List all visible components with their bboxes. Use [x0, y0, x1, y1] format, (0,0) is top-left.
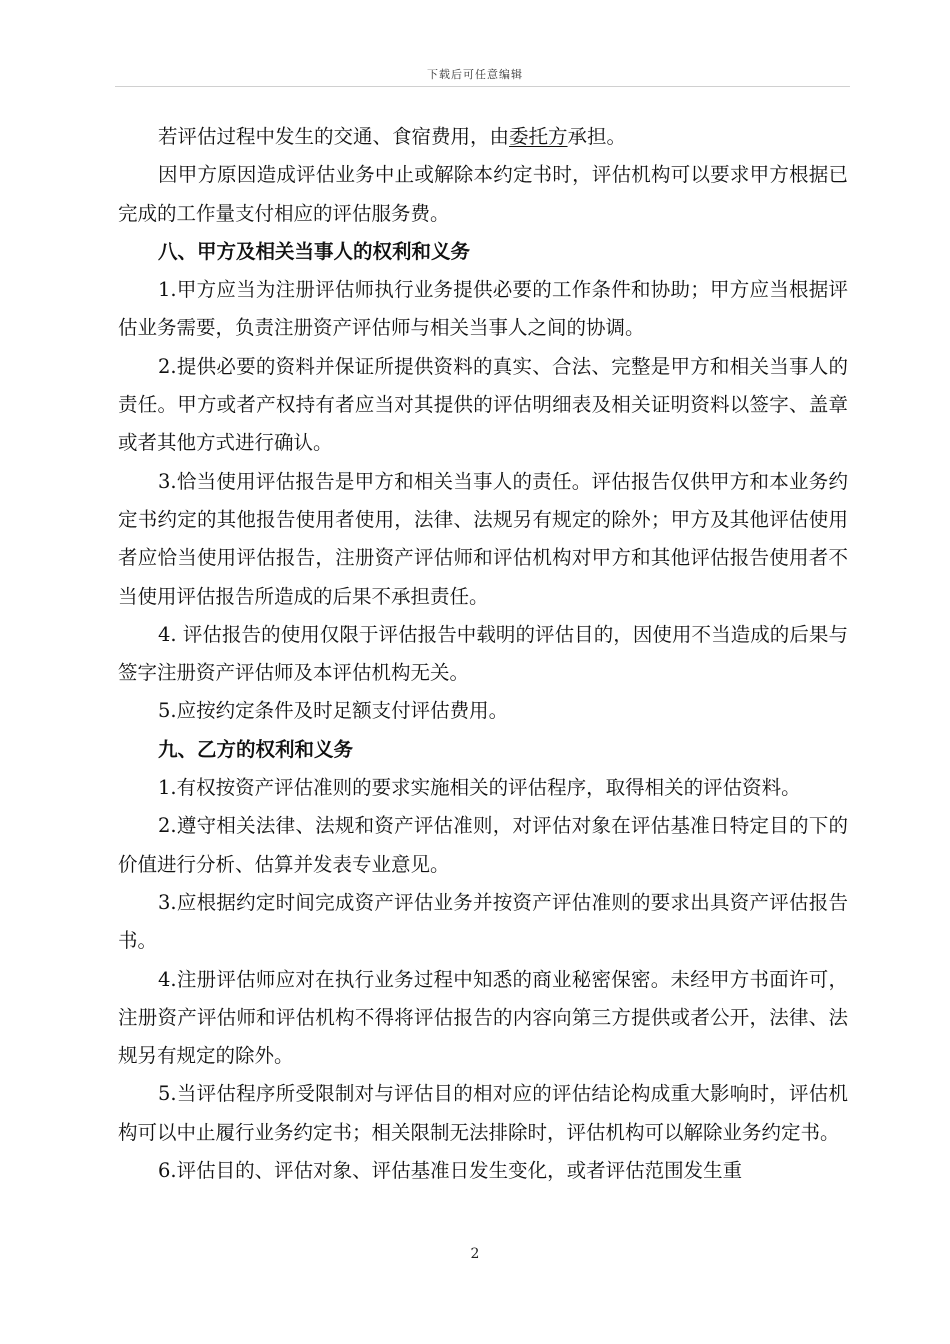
section-heading-8: 八、甲方及相关当事人的权利和义务 — [158, 239, 471, 263]
clause-9-4: 4.注册评估师应对在执行业务过程中知悉的商业秘密保密。未经甲方书面许可，注册资产评估师和评估机构不得将评估报告的内容向第三方提供或者公开，法律、法规另有规定的除外。 — [118, 967, 848, 1068]
underlined-term-client: 委托方 — [509, 125, 568, 148]
clause-8-2: 2.提供必要的资料并保证所提供资料的真实、合法、完整是甲方和相关当事人的责任。甲方或者产权持有者应当对其提供的评估明细表及相关证明资料以签字、盖章或者其他方式进行确认。 — [118, 354, 848, 455]
header-divider — [115, 86, 850, 87]
page-header: 下载后可任意编辑 — [427, 68, 523, 81]
section-heading-9: 九、乙方的权利和义务 — [158, 737, 354, 761]
paragraph-travel-costs — [118, 118, 848, 156]
clause-9-1: 1.有权按资产评估准则的要求实施相关的评估程序，取得相关的评估资料。 — [158, 776, 801, 800]
clause-8-4: 4. 评估报告的使用仅限于评估报告中载明的评估目的，因使用不当造成的后果与签字注册资产评估师及本评估机构无关。 — [118, 622, 848, 685]
clause-9-2: 2.遵守相关法律、法规和资产评估准则，对评估对象在评估基准日特定目的下的价值进行分析、估算并发表专业意见。 — [118, 814, 848, 876]
clause-8-3: 3.恰当使用评估报告是甲方和相关当事人的责任。评估报告仅供甲方和本业务约定书约定的其他报告使用者使用，法律、法规另有规定的除外；甲方及其他评估使用者应恰当使用评估报告，注册资产评估师和评估机构对甲方和其他评估报告使用者不当使用评估报告所造成的后果不承担责任。 — [118, 469, 848, 608]
clause-9-3: 3.应根据约定时间完成资产评估业务并按资产评估准则的要求出具资产评估报告书。 — [118, 890, 848, 953]
paragraph-termination: 因甲方原因造成评估业务中止或解除本约定书时，评估机构可以要求甲方根据已完成的工作量支付相应的评估服务费。 — [118, 163, 848, 225]
page-number: 2 — [470, 1246, 480, 1262]
clause-8-1: 1.甲方应当为注册评估师执行业务提供必要的工作条件和协助；甲方应当根据评估业务需要，负责注册资产评估师与相关当事人之间的协调。 — [118, 278, 848, 340]
document-body — [118, 118, 848, 1190]
clause-9-5: 5.当评估程序所受限制对与评估目的相对应的评估结论构成重大影响时，评估机构可以中止履行业务约定书；相关限制无法排除时，评估机构可以解除业务约定书。 — [118, 1082, 848, 1144]
clause-8-5: 5.应按约定条件及时足额支付评估费用。 — [158, 699, 509, 723]
clause-9-6: 6.评估目的、评估对象、评估基准日发生变化，或者评估范围发生重 — [158, 1159, 743, 1183]
paragraph-text: 承担。 — [567, 125, 627, 148]
paragraph-text: 若评估过程中发生的交通、食宿费用，由 — [158, 125, 510, 148]
